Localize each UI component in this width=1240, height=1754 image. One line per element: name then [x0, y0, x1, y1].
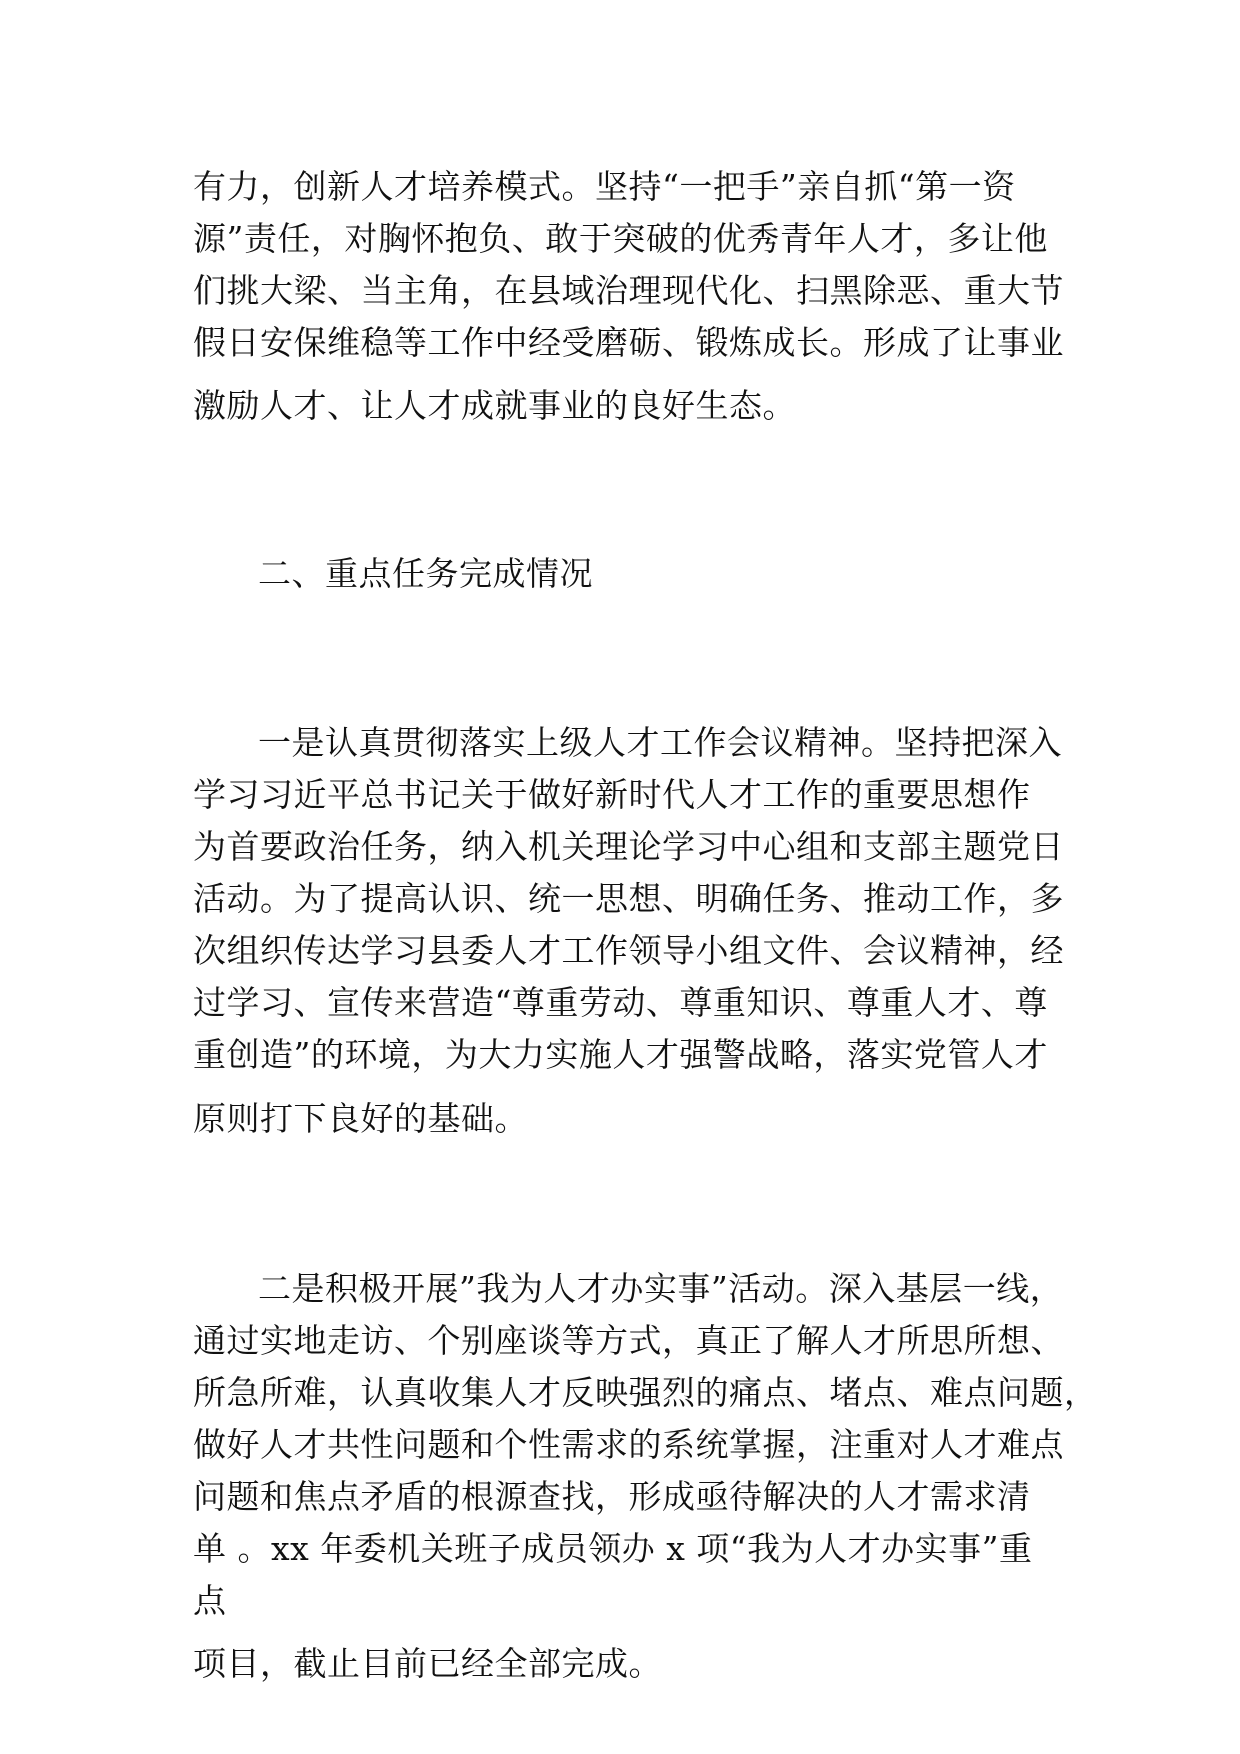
text-line: 为首要政治任务，纳入机关理论学习中心组和支部主题党日	[193, 827, 1064, 866]
text-line: 通过实地走访、个别座谈等方式，真正了解人才所思所想、	[193, 1321, 1064, 1360]
text-line: 假日安保维稳等工作中经受磨砺、锻炼成长。形成了让事业	[193, 323, 1064, 362]
text-line: 项目，截止目前已经全部完成。	[193, 1644, 662, 1683]
text-line: 源”责任，对胸怀抱负、敢于突破的优秀青年人才，多让他	[193, 219, 1048, 258]
text-line: 问题和焦点矛盾的根源查找，形成亟待解决的人才需求清	[193, 1477, 1031, 1516]
text-line: 有力，创新人才培养模式。坚持“一把手”亲自抓“第一资	[193, 167, 1016, 206]
text-line: 活动。为了提高认识、统一思想、明确任务、推动工作，多	[193, 879, 1064, 918]
text-line: 原则打下良好的基础。	[193, 1099, 528, 1138]
section-heading: 二、重点任务完成情况	[258, 554, 593, 593]
text-line: 一是认真贯彻落实上级人才工作会议精神。坚持把深入	[258, 723, 1062, 762]
text-line: 做好人才共性问题和个性需求的系统掌握，注重对人才难点	[193, 1425, 1064, 1464]
text-line: 所急所难，认真收集人才反映强烈的痛点、堵点、难点问题，	[193, 1373, 1098, 1412]
text-line: 点	[193, 1581, 227, 1620]
text-line: 次组织传达学习县委人才工作领导小组文件、会议精神，经	[193, 931, 1064, 970]
text-line: 学习习近平总书记关于做好新时代人才工作的重要思想作	[193, 775, 1031, 814]
text-line: 单 。xx 年委机关班子成员领办 x 项“我为人才办实事”重	[193, 1529, 1033, 1568]
text-line: 二是积极开展”我为人才办实事”活动。深入基层一线，	[258, 1269, 1064, 1308]
text-line: 重创造”的环境，为大力实施人才强警战略，落实党管人才	[193, 1035, 1048, 1074]
text-line: 们挑大梁、当主角，在县域治理现代化、扫黑除恶、重大节	[193, 271, 1064, 310]
text-line: 过学习、宣传来营造“尊重劳动、尊重知识、尊重人才、尊	[193, 983, 1048, 1022]
text-line: 激励人才、让人才成就事业的良好生态。	[193, 386, 796, 425]
